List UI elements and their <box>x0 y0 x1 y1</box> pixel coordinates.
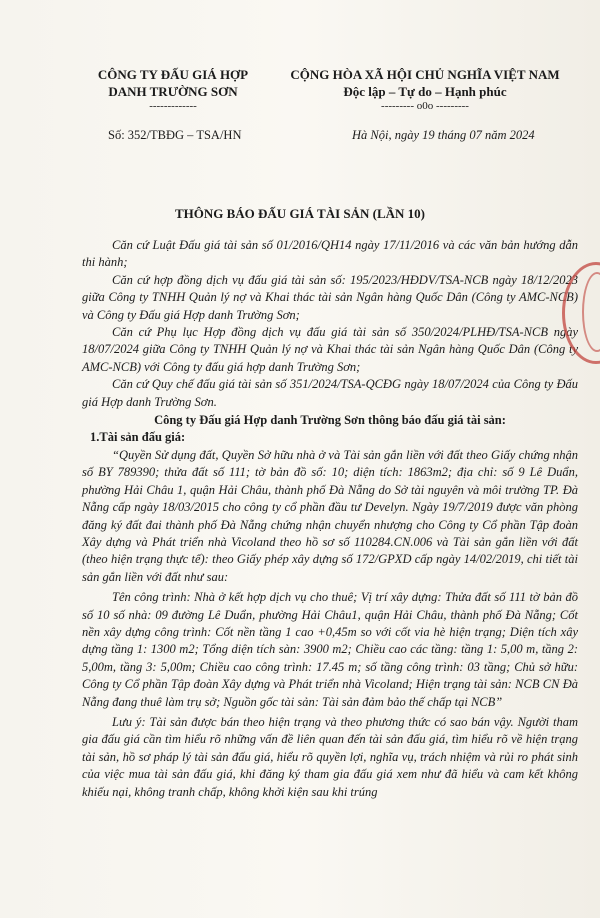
legal-basis-2: Căn cứ hợp đồng dịch vụ đấu giá tài sản số: 195/2023/HĐDV/TSA-NCB ngày 18/12/2023 giữa Công ty TNHH Quản lý nợ và Khai thác tài sản Ngân hàng Quốc Dân (Công ty AMC-NCB) và Công ty Đấu giá Hợp danh Trường Sơn; <box>82 272 578 322</box>
auction-note: Lưu ý: Tài sản được bán theo hiện trạng và theo phương thức có sao bán vậy. Người tham gia đấu giá cần tìm hiểu rõ những vấn đề liên quan đến tài sản đấu giá, tìm hiểu rõ về hiện trạng tài sản, hồ sơ pháp lý tài sản đấu giá, hiểu rõ quyền lợi, nghĩa vụ, trách nhiệm và rủi ro phát sinh của việc mua tài sản đấu giá, khi đăng ký tham gia đấu giá xem như đã hiểu và cam kết không khiếu nại, không tranh chấp, không khởi kiện sau khi trúng <box>82 714 578 799</box>
asset-description: “Quyền Sử dụng đất, Quyền Sở hữu nhà ở và Tài sản gắn liền với đất theo Giấy chứng nhận số BY 789390; thửa đất số 111; tờ bản đồ số: 10; diện tích: 1863m2; địa chỉ: số 9 Lê Duẩn, phường Hải Châu 1, quận Hải Châu, thành phố Đà Nẵng do Sở tài nguyên và môi trường TP. Đà Nẵng cấp ngày 18/03/2015 cho công ty cổ phần đầu tư Develyn. Ngày 19/7/2019 được văn phòng đăng ký đất đai thành phố Đà Nẵng chứng nhận chuyển nhượng cho Công ty Cổ phần Tập đoàn Xây dựng và Phát triển nhà Vicoland theo hồ sơ số 110284.CN.006 và Tài sản gắn liền với đất (theo hiện trạng thực tế): theo Giấy phép xây dựng số 172/GPXD cấp ngày 14/02/2019, chi tiết tài sản gắn liền với đất như sau: <box>82 447 578 584</box>
document-body <box>82 237 578 801</box>
document-title: THÔNG BÁO ĐẤU GIÁ TÀI SẢN (LẦN 10) <box>174 206 426 221</box>
issuer-block <box>78 66 268 112</box>
building-details: Tên công trình: Nhà ở kết hợp dịch vụ cho thuê; Vị trí xây dựng: Thửa đất số 111 tờ bản đồ số 10 số nhà: 09 đường Lê Duẩn, phường Hải Châu1, quận Hải Châu, thành phố Đà Nẵng; Cốt nền xây dựng công trình: Cốt nền tầng 1 cao +0,45m so với cốt via hè hiện trạng; Diện tích xây dựng tầng 1: 1300 m2; Tổng diện tích sàn: 3900 m2; Chiều cao các tầng: tầng 1: 5,00 m, tầng 2: 5,00m, tầng 3: 5,00m; Chiều cao công trình: 17.45 m; số tầng công trình: 03 tầng; Chủ sở hữu: Công ty Cổ phần Tập đoàn Xây dựng và Phát triển nhà Vicoland; Hiện trạng tài sản: NCB CN Đà Nẵng đang thuê làm trụ sở; Nguồn gốc tài sản: Tài sản đảm bảo thế chấp tại NCB” <box>82 590 578 709</box>
issuer-name-line2: DANH TRƯỜNG SƠN <box>108 84 238 99</box>
section-1-heading: 1.Tài sản đấu giá: <box>90 430 186 445</box>
document-number: Số: 352/TBĐG – TSA/HN <box>108 128 242 142</box>
motto-separator: --------- o0o --------- <box>381 100 469 112</box>
national-motto-block <box>280 66 570 112</box>
national-title: CỘNG HÒA XÃ HỘI CHỦ NGHĨA VIỆT NAM <box>290 67 560 82</box>
announcement-line: Công ty Đấu giá Hợp danh Trường Sơn thông báo đấu giá tài sản: <box>154 413 506 428</box>
legal-basis-1: Căn cứ Luật Đấu giá tài sản số 01/2016/QH14 ngày 17/11/2016 và các văn bản hướng dẫn thi hành; <box>82 238 578 270</box>
issuer-name-line1: CÔNG TY ĐẤU GIÁ HỢP <box>97 67 249 82</box>
issuer-separator: ------------- <box>149 100 197 112</box>
national-motto: Độc lập – Tự do – Hạnh phúc <box>343 84 507 99</box>
legal-basis-4: Căn cứ Quy chế đấu giá tài sản số 351/2024/TSA-QCĐG ngày 18/07/2024 của Công ty Đấu giá Hợp danh Trường Sơn. <box>82 377 578 409</box>
document-date: Hà Nội, ngày 19 tháng 07 năm 2024 <box>352 128 535 142</box>
legal-basis-3: Căn cứ Phụ lục Hợp đồng dịch vụ đấu giá tài sản số 350/2024/PLHĐ/TSA-NCB ngày 18/07/2024 giữa Công ty TNHH Quản lý nợ và Khai thác tài sản Ngân hàng Quốc Dân (Công ty AMC-NCB) với Công ty đấu giá hợp danh Trường Sơn; <box>82 325 578 374</box>
